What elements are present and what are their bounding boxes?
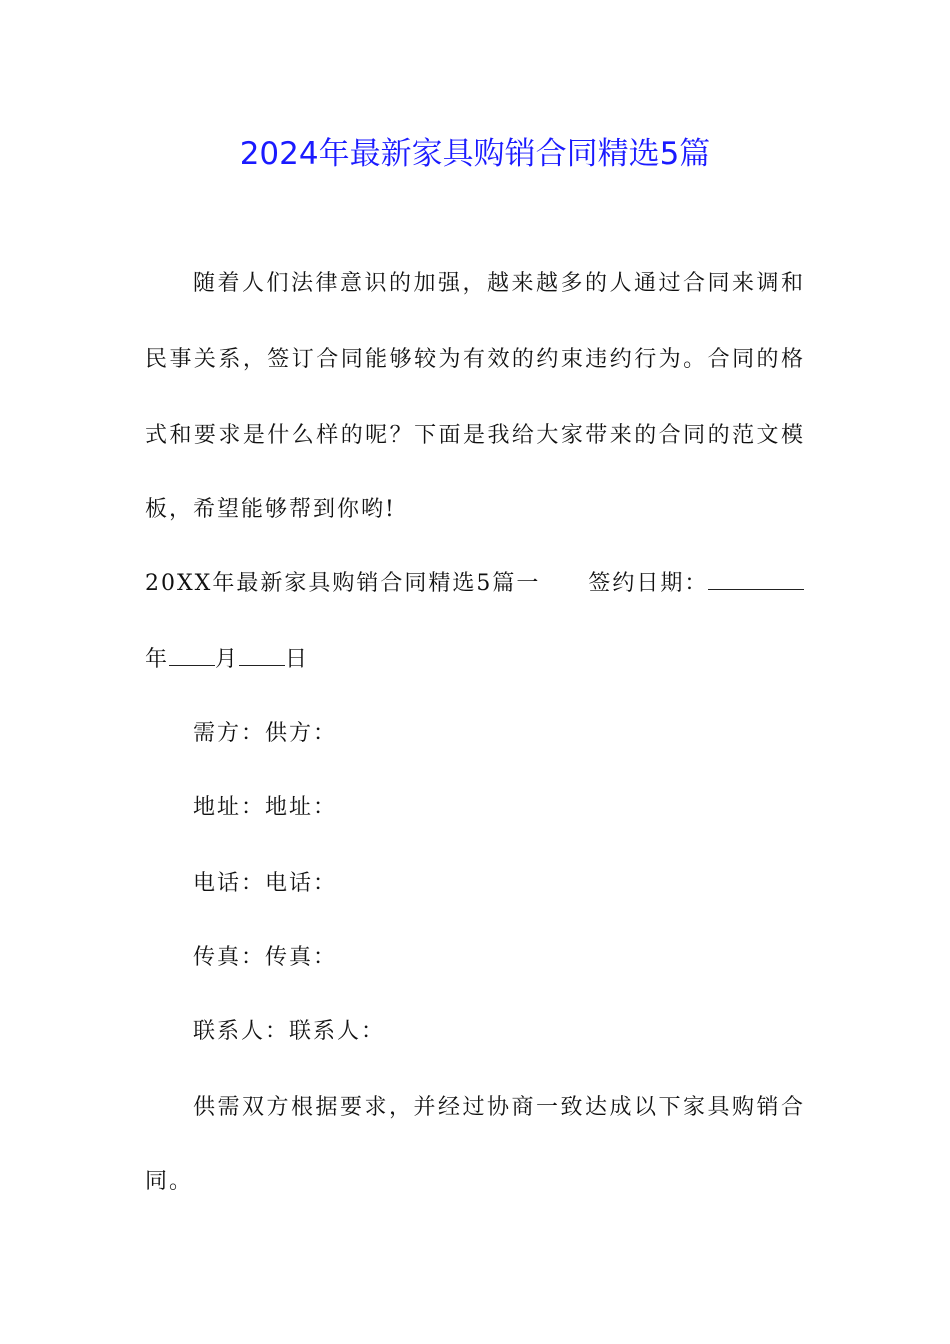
- intro-line-2: 民事关系，签订合同能够较为有效的约束违约行为。合同的格: [145, 347, 805, 372]
- section-heading: 20XX年最新家具购销合同精选5篇一: [145, 571, 541, 596]
- agreement-line-2: 同。: [145, 1169, 194, 1194]
- intro-line-4: 板，希望能够帮到你哟!: [145, 497, 396, 522]
- date-row: [145, 640, 309, 680]
- document-title: 2024年最新家具购销合同精选5篇: [239, 136, 711, 172]
- field-address: 地址：地址：: [193, 795, 338, 820]
- intro-line-3: 式和要求是什么样的呢？下面是我给大家带来的合同的范文模: [145, 423, 805, 448]
- sign-date-blank: [708, 567, 804, 590]
- intro-line-1: 随着人们法律意识的加强，越来越多的人通过合同来调和: [193, 271, 805, 296]
- field-phone: 电话：电话：: [193, 871, 338, 896]
- date-month-blank: [169, 643, 215, 666]
- field-fax: 传真：传真：: [193, 945, 338, 970]
- field-buyer-seller: 需方：供方：: [193, 721, 338, 746]
- date-year-label: 年: [145, 647, 170, 672]
- date-day-label: 日: [285, 647, 310, 672]
- date-day-blank: [239, 643, 285, 666]
- date-month-label: 月: [215, 647, 240, 672]
- field-contact: 联系人：联系人：: [193, 1019, 386, 1044]
- agreement-line-1: 供需双方根据要求，并经过协商一致达成以下家具购销合: [193, 1095, 805, 1120]
- section-heading-row: [145, 564, 804, 604]
- sign-date-label: 签约日期：: [588, 571, 709, 596]
